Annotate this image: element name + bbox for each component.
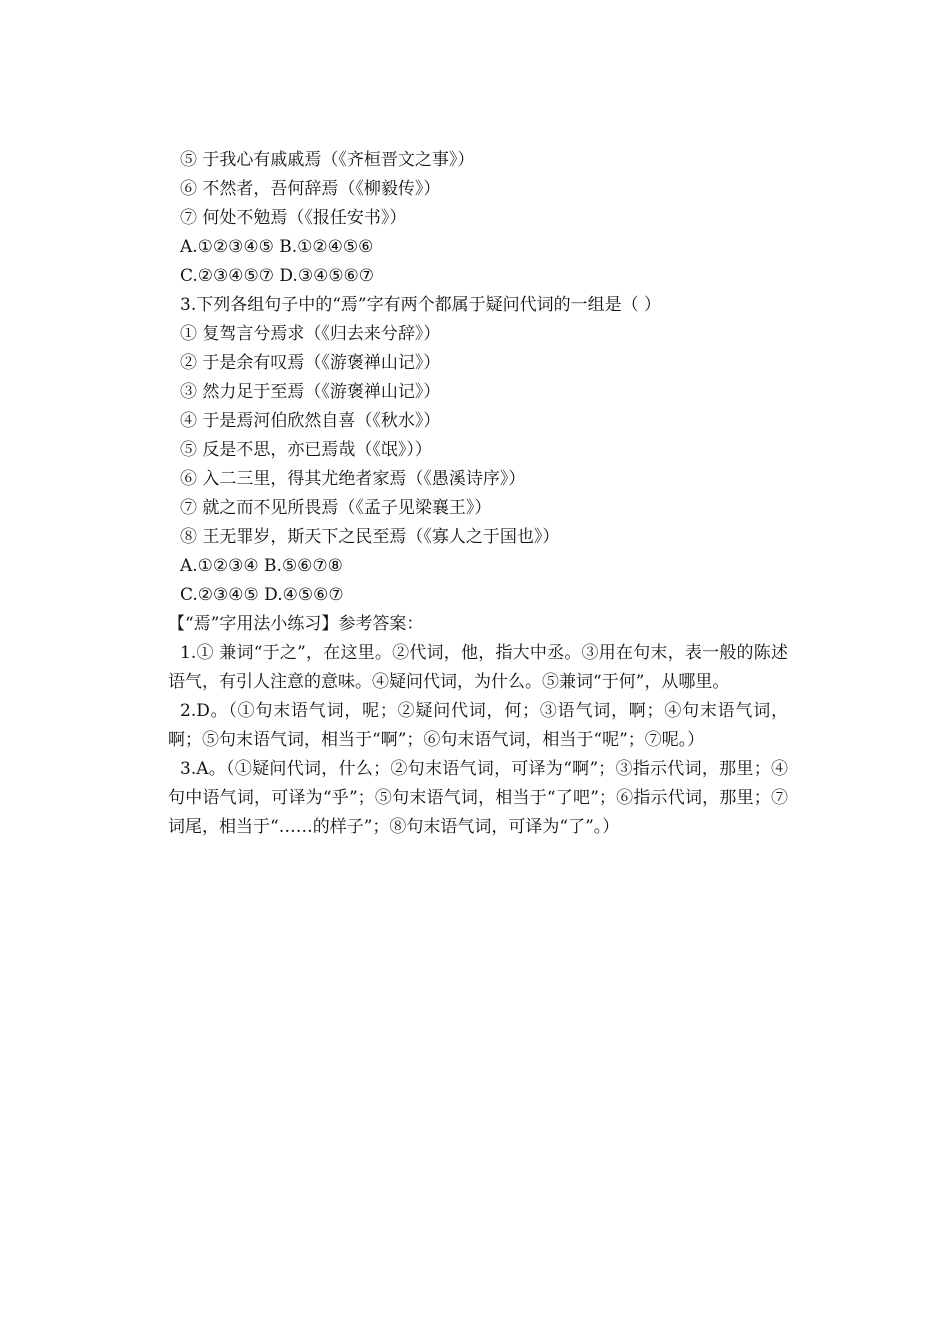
q3-option-8: ⑧ 王无罪岁，斯天下之民至焉（《寡人之于国也》） xyxy=(180,527,560,547)
q3-choices-ab: A.①②③④ B.⑤⑥⑦⑧ xyxy=(180,556,343,576)
answer-1: 1.① 兼词“于之”，在这里。②代词，他，指大中丞。③用在句末，表一般的陈述语气，有引人注意的意味。④疑问代词，为什么。⑤兼词“于何”，从哪里。 xyxy=(168,643,788,692)
q2-option-5: ⑤ 于我心有戚戚焉（《齐桓晋文之事》） xyxy=(180,150,475,170)
answer-3: 3.A。（①疑问代词，什么；②句末语气词，可译为“啊”；③指示代词，那里；④句中语气词，可译为“乎”；⑤句末语气词，相当于“了吧”；⑥指示代词，那里；⑦词尾，相当于“……的样子”；⑧句末语气词，可译为“了”。） xyxy=(168,759,788,837)
q3-option-4: ④ 于是焉河伯欣然自喜（《秋水》） xyxy=(180,411,441,431)
q3-option-5: ⑤ 反是不思，亦已焉哉（《氓》）） xyxy=(180,440,432,460)
q2-choices-ab: A.①②③④⑤ B.①②④⑤⑥ xyxy=(180,237,374,257)
q3-choices-cd: C.②③④⑤ D.④⑤⑥⑦ xyxy=(180,585,344,605)
q2-option-6: ⑥ 不然者，吾何辞焉（《柳毅传》） xyxy=(180,179,441,199)
q3-option-6: ⑥ 入二三里，得其尤绝者家焉（《愚溪诗序》） xyxy=(180,469,526,489)
q3-option-2: ② 于是余有叹焉（《游褒禅山记》） xyxy=(180,353,441,373)
answers-heading: 【“焉”字用法小练习】参考答案： xyxy=(168,614,424,634)
q2-option-7: ⑦ 何处不勉焉（《报任安书》） xyxy=(180,208,407,228)
q3-stem: 3.下列各组句子中的“焉”字有两个都属于疑问代词的一组是（ ） xyxy=(180,295,662,315)
q3-option-3: ③ 然力足于至焉（《游褒禅山记》） xyxy=(180,382,441,402)
q3-option-1: ① 复驾言兮焉求（《归去来兮辞》） xyxy=(180,324,441,344)
q2-choices-cd: C.②③④⑤⑦ D.③④⑤⑥⑦ xyxy=(180,266,375,286)
document-body xyxy=(168,146,788,842)
answer-2: 2.D。（①句末语气词，呢；②疑问代词，何；③语气词，啊；④句末语气词，啊；⑤句末语气词，相当于“啊”；⑥句末语气词，相当于“呢”；⑦呢。） xyxy=(168,701,788,750)
q3-option-7: ⑦ 就之而不见所畏焉（《孟子见梁襄王》） xyxy=(180,498,492,518)
